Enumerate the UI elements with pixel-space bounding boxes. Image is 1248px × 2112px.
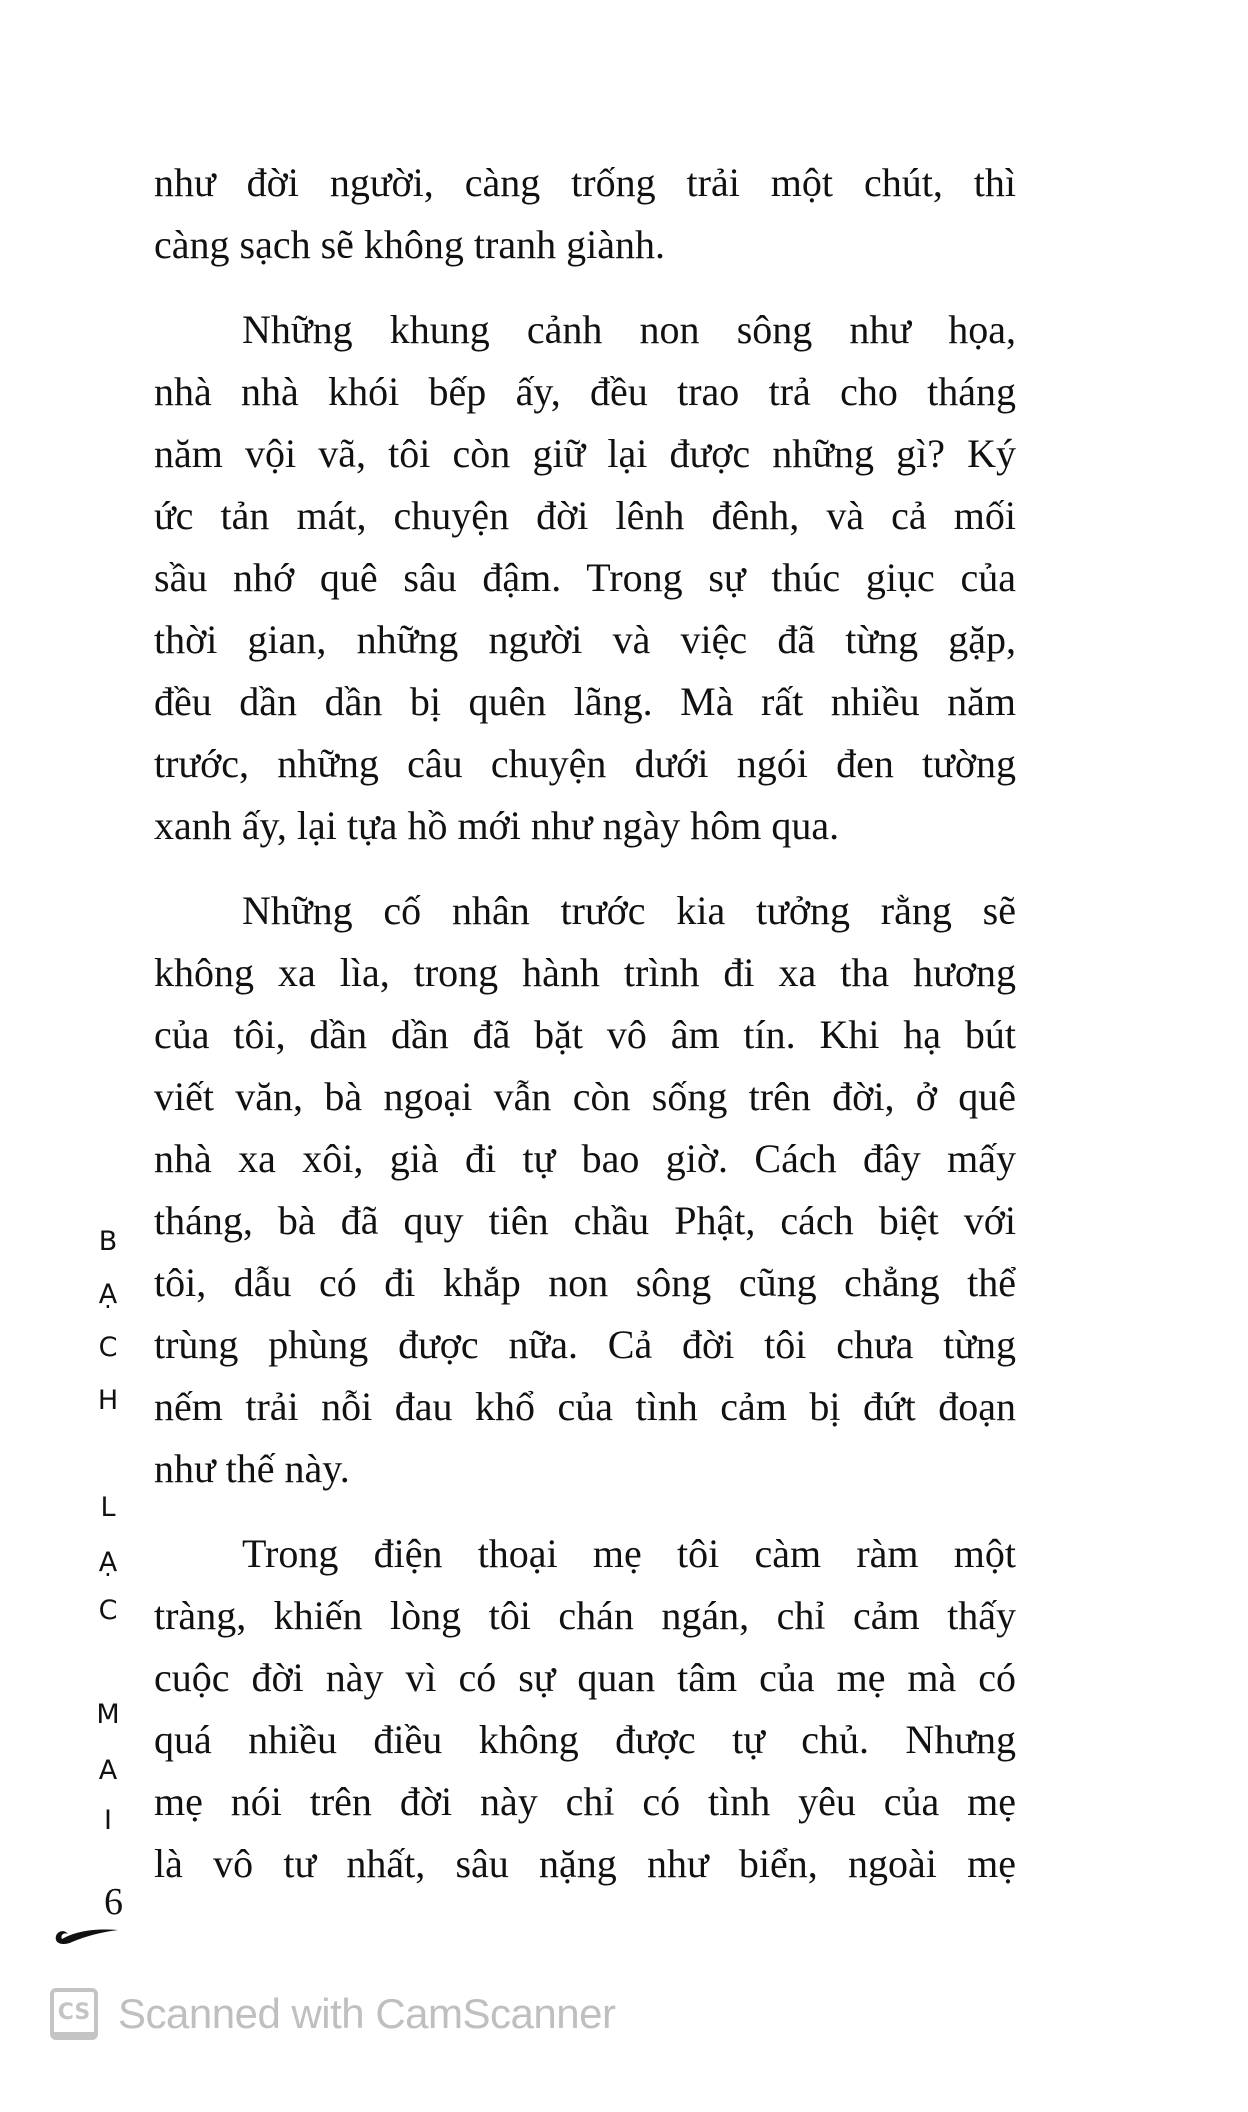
text-line: như thế này. [154,1446,350,1491]
text-line: trùng phùng được nữa. Cả đời tôi chưa từng [154,1322,1016,1367]
side-title-letter: M [96,1699,120,1730]
text-line: Những cố nhân trước kia tưởng rằng sẽ [242,888,1016,933]
text-line: ức tản mát, chuyện đời lênh đênh, và cả mối [154,493,1016,538]
text-line: Những khung cảnh non sông như họa, [242,307,1016,352]
text-line: càng sạch sẽ không tranh giành. [154,222,665,267]
text-line: tôi, dẫu có đi khắp non sông cũng chẳng thể [154,1260,1016,1305]
camscanner-logo-icon: CS [50,1988,98,2040]
page-body-text [154,152,1016,1918]
side-title-letter: Ạ [98,1547,118,1578]
side-title-letter: Ạ [98,1279,118,1310]
paragraph [154,1523,1016,1895]
side-title-letter: I [104,1805,112,1836]
side-title-letter: H [97,1385,119,1416]
paragraph [154,880,1016,1500]
text-line: nhà xa xôi, già đi tự bao giờ. Cách đây mấy [154,1136,1016,1181]
side-title-letter: A [98,1755,118,1786]
text-line: là vô tư nhất, sâu nặng như biển, ngoài mẹ [154,1841,1016,1886]
text-line: trước, những câu chuyện dưới ngói đen tường [154,741,1016,786]
side-title-letter: C [98,1332,118,1363]
text-line: Trong điện thoại mẹ tôi càm ràm một [242,1531,1016,1576]
text-line: như đời người, càng trống trải một chút, thì [154,160,1016,205]
text-line: không xa lìa, trong hành trình đi xa tha hương [154,950,1016,995]
text-line: xanh ấy, lại tựa hồ mới như ngày hôm qua. [154,803,840,848]
text-line: sầu nhớ quê sâu đậm. Trong sự thúc giục của [154,555,1016,600]
watermark-text: Scanned with CamScanner [118,1990,616,2037]
camscanner-watermark [50,1988,615,2040]
side-title-letter: L [100,1492,116,1523]
side-title-letter: C [98,1595,118,1626]
paragraph [154,299,1016,857]
page-number: 6 [104,1881,123,1923]
text-line: viết văn, bà ngoại vẫn còn sống trên đời, ở quê [154,1074,1016,1119]
text-line: quá nhiều điều không được tự chủ. Nhưng [154,1717,1016,1762]
text-line: của tôi, dần dần đã bặt vô âm tín. Khi hạ bút [154,1012,1016,1057]
paragraph [154,152,1016,276]
ornament-swash-icon [52,1918,122,1953]
text-line: nếm trải nỗi đau khổ của tình cảm bị đứt đoạn [154,1384,1016,1429]
text-line: mẹ nói trên đời này chỉ có tình yêu của mẹ [154,1779,1016,1824]
text-line: tháng, bà đã quy tiên chầu Phật, cách biệt với [154,1198,1016,1243]
text-line: thời gian, những người và việc đã từng gặp, [154,617,1016,662]
text-line: cuộc đời này vì có sự quan tâm của mẹ mà có [154,1655,1016,1700]
side-title-letter: B [98,1226,118,1257]
text-line: nhà nhà khói bếp ấy, đều trao trả cho tháng [154,369,1016,414]
text-line: đều dần dần bị quên lãng. Mà rất nhiều năm [154,679,1016,724]
text-line: năm vội vã, tôi còn giữ lại được những gì? Ký [154,431,1016,476]
text-line: tràng, khiến lòng tôi chán ngán, chỉ cảm thấy [154,1593,1016,1638]
